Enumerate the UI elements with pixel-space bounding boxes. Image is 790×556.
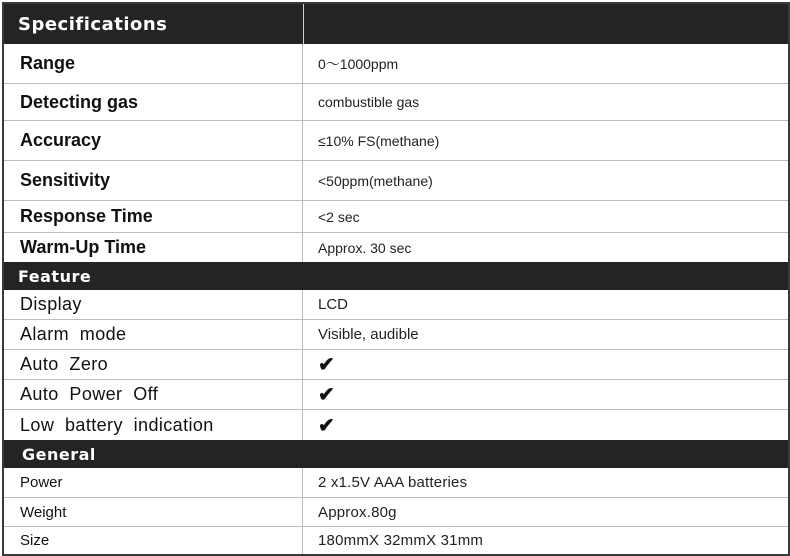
spec-value: ≤10% FS(methane)	[318, 132, 440, 149]
spec-value: combustible gas	[318, 94, 420, 110]
feature-title: Feature	[18, 266, 92, 286]
spec-label: Response Time	[4, 201, 303, 232]
check-icon: ✔	[318, 384, 335, 406]
general-label: Power	[4, 468, 303, 497]
general-value: 180mmX 32mmX 31mm	[318, 532, 484, 549]
specifications-title: Specifications	[18, 13, 168, 35]
spec-row-warm-up-time	[4, 233, 788, 262]
feature-value: LCD	[318, 296, 349, 313]
check-icon: ✔	[318, 354, 335, 376]
feature-row-auto-zero	[4, 350, 788, 380]
spec-row-detecting-gas	[4, 84, 788, 121]
general-label: Weight	[4, 498, 303, 526]
feature-label: Auto Power Off	[4, 380, 303, 409]
general-row-size	[4, 527, 788, 554]
feature-label: Low battery indication	[4, 410, 303, 440]
feature-value: Visible, audible	[318, 326, 419, 343]
general-value: Approx.80g	[318, 503, 397, 521]
spec-label: Accuracy	[4, 121, 303, 160]
general-title: General	[22, 444, 96, 464]
feature-row-alarm-mode	[4, 320, 788, 350]
general-header	[4, 440, 788, 468]
spec-value: Approx. 30 sec	[318, 239, 412, 256]
feature-row-auto-power-off	[4, 380, 788, 410]
feature-value-cell	[304, 350, 788, 379]
check-icon: ✔	[318, 414, 335, 437]
feature-label: Display	[4, 290, 303, 319]
feature-value-cell	[304, 380, 788, 409]
specification-table	[2, 2, 790, 556]
spec-row-range	[4, 44, 788, 84]
spec-label: Range	[4, 44, 303, 83]
feature-row-low-battery-indication	[4, 410, 788, 440]
header-divider	[303, 4, 304, 44]
feature-row-display	[4, 290, 788, 320]
general-value: 2 x1.5V AAA batteries	[318, 474, 468, 491]
spec-value: 0～1000ppm	[318, 55, 399, 72]
spec-value: <2 sec	[318, 208, 360, 225]
spec-row-response-time	[4, 201, 788, 233]
general-label: Size	[4, 527, 303, 554]
feature-header	[4, 262, 788, 290]
general-row-power	[4, 468, 788, 498]
spec-row-sensitivity	[4, 161, 788, 201]
general-row-weight	[4, 498, 788, 527]
feature-label: Alarm mode	[4, 320, 303, 349]
spec-label: Warm-Up Time	[4, 233, 303, 262]
spec-value: <50ppm(methane)	[318, 172, 433, 189]
feature-value-cell	[304, 410, 788, 440]
feature-label: Auto Zero	[4, 350, 303, 379]
spec-label: Detecting gas	[4, 84, 303, 120]
spec-row-accuracy	[4, 121, 788, 161]
spec-label: Sensitivity	[4, 161, 303, 200]
specifications-header	[4, 4, 788, 44]
